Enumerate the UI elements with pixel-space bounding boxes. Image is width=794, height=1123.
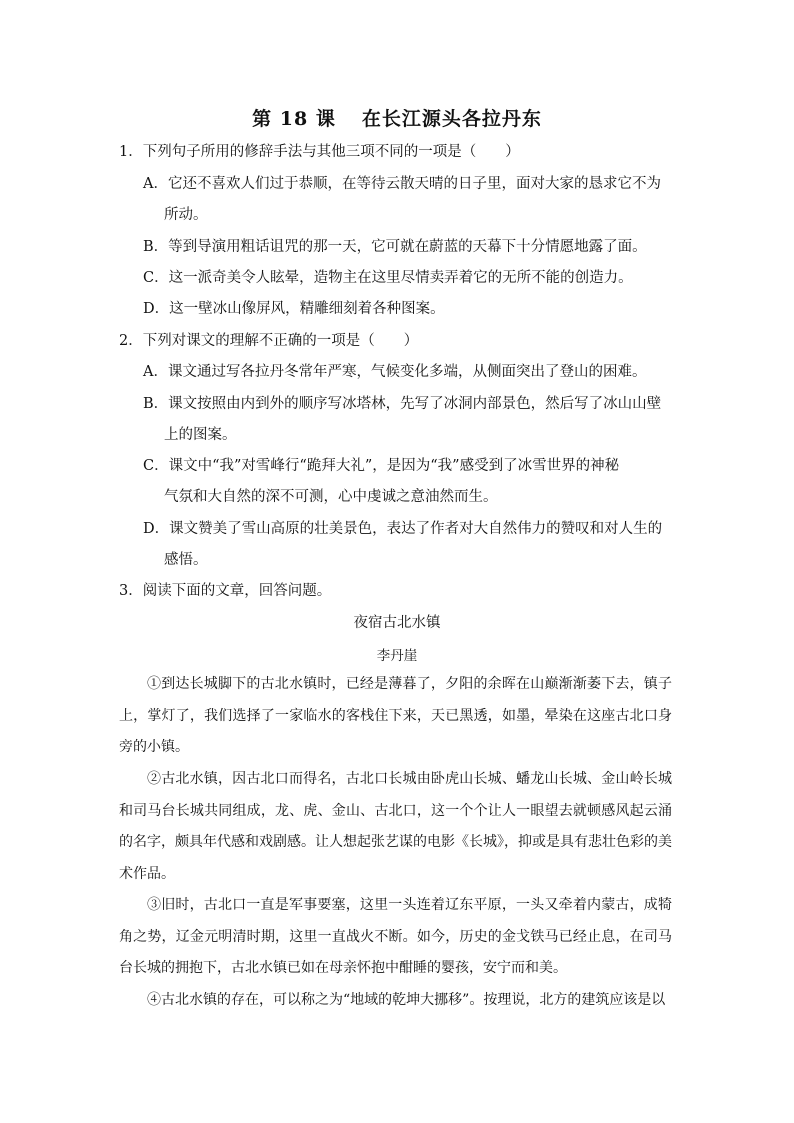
question-2-option-b: B．课文按照由内到外的顺序写冰塔林，先写了冰洞内部景色，然后写了冰山山壁 — [143, 396, 662, 412]
article-paragraph-1: ①到达长城脚下的古北水镇时，已经是薄暮了，夕阳的余晖在山巅渐渐萎下去，镇子上，掌灯了，我们选择了一家临水的客栈住下来，天已黑透，如墨，晕染在这座古北口身旁的小镇。 — [119, 676, 672, 755]
page-title — [0, 104, 794, 131]
article-title: 夜宿古北水镇 — [353, 615, 441, 631]
question-2-option-c: C．课文中“我”对雪峰行“跪拜大礼”，是因为“我”感受到了冰雪世界的神秘 — [143, 458, 620, 474]
article-author: 李丹崖 — [376, 648, 418, 664]
question-2-option-d: D．课文赞美了雪山高原的壮美景色，表达了作者对大自然伟力的赞叹和对人生的 — [143, 521, 663, 537]
article-paragraph-4: ④古北水镇的存在，可以称之为“地域的乾坤大挪移”。按理说，北方的建筑应该是以 — [147, 992, 666, 1008]
question-1-option-b: B．等到导演用粗话诅咒的那一天，它可就在蔚蓝的天幕下十分情愿地露了面。 — [143, 239, 647, 255]
question-2-option-c-cont: 气氛和大自然的深不可测，心中虔诚之意油然而生。 — [164, 489, 498, 505]
question-2-option-a: A．课文通过写各拉丹冬常年严寒，气候变化多端，从侧面突出了登山的困难。 — [143, 364, 647, 380]
question-1-option-c: C．这一派奇美令人眩晕，造物主在这里尽情卖弄着它的无所不能的创造力。 — [143, 270, 633, 286]
question-1-option-d: D．这一壁冰山像屏风，精雕细刻着各种图案。 — [143, 301, 445, 317]
question-1-option-a-cont: 所动。 — [164, 207, 208, 223]
question-2-option-b-cont: 上的图案。 — [164, 427, 237, 443]
question-1-option-a: A．它还不喜欢人们过于恭顺，在等待云散天晴的日子里，面对大家的恳求它不为 — [143, 176, 661, 192]
article-paragraph-3: ③旧时，古北口一直是军事要塞，这里一头连着辽东平原，一头又牵着内蒙古，成犄角之势，辽金元明清时期，这里一直战火不断。如今，历史的金戈铁马已经止息，在司马台长城的拥抱下，古北水镇已如在母亲怀抱中酣睡的婴孩，安宁而和美。 — [119, 897, 672, 976]
question-2-stem: 2．下列对课文的理解不正确的一项是（ ） — [119, 333, 419, 349]
question-1-stem: 1．下列句子所用的修辞手法与其他三项不同的一项是（ ） — [119, 144, 520, 160]
article-paragraph-2: ②古北水镇，因古北口而得名，古北口长城由卧虎山长城、蟠龙山长城、金山岭长城和司马台长城共同组成，龙、虎、金山、古北口，这一个个让人一眼望去就顿感风起云涌的名字，颇具年代感和戏剧感。让人想起张艺谋的电影《长城》，抑或是具有悲壮色彩的美术作品。 — [119, 771, 672, 882]
question-2-option-d-cont: 感悟。 — [164, 552, 208, 568]
lesson-name: 在长江源头各拉丹东 — [361, 108, 542, 130]
lesson-number: 第 18 课 — [252, 108, 336, 130]
question-3-stem: 3．阅读下面的文章，回答问题。 — [119, 583, 332, 599]
